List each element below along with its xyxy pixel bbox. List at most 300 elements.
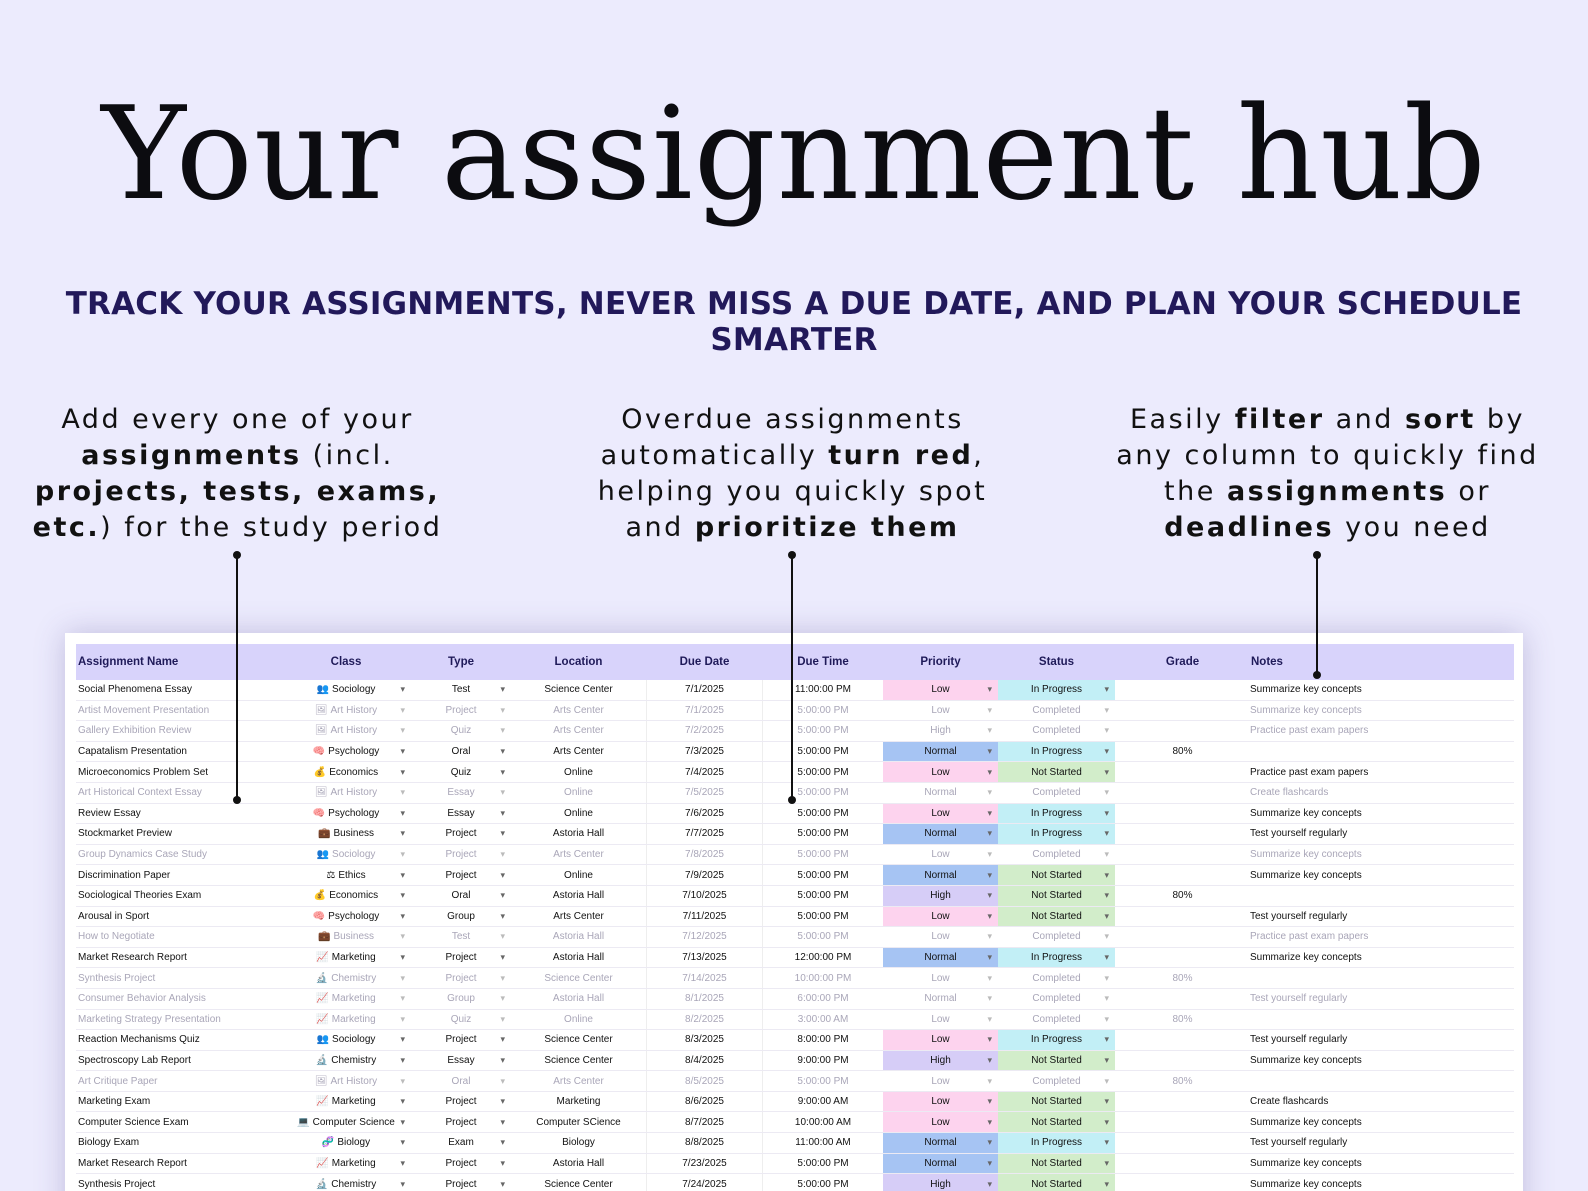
table-row[interactable]: [76, 1071, 1514, 1092]
cell-priority-dropdown[interactable]: [883, 927, 998, 947]
cell-status-dropdown[interactable]: [998, 927, 1115, 947]
cell-location[interactable]: Astoria Hall: [552, 890, 605, 902]
cell-status-dropdown[interactable]: [998, 1174, 1115, 1191]
cell-class-dropdown[interactable]: [281, 1010, 411, 1030]
table-row[interactable]: [76, 1010, 1514, 1031]
cell-due-time[interactable]: 9:00:00 AM: [797, 1096, 849, 1108]
cell-notes[interactable]: Practice past exam papers: [1250, 766, 1369, 778]
cell-location[interactable]: Astoria Hall: [552, 931, 605, 943]
cell-grade[interactable]: [1115, 804, 1250, 824]
cell-notes[interactable]: Test yourself regularly: [1250, 828, 1348, 840]
cell-due-time[interactable]: 5:00:00 PM: [797, 849, 849, 861]
cell-type-dropdown[interactable]: [411, 989, 511, 1009]
cell-priority-dropdown[interactable]: [883, 845, 998, 865]
cell-grade[interactable]: 80%: [1172, 1013, 1193, 1025]
cell-due-time[interactable]: 5:00:00 PM: [797, 766, 849, 778]
table-row[interactable]: [76, 1112, 1514, 1133]
cell-class-dropdown[interactable]: [281, 968, 411, 988]
table-row[interactable]: [76, 927, 1514, 948]
cell-status-dropdown[interactable]: [998, 721, 1115, 741]
cell-assignment-name[interactable]: Discrimination Paper: [78, 869, 171, 881]
cell-due-date[interactable]: 8/8/2025: [646, 1133, 763, 1153]
cell-notes[interactable]: [1250, 886, 1514, 906]
table-row[interactable]: [76, 804, 1514, 825]
cell-assignment-name[interactable]: Social Phenomena Essay: [78, 684, 192, 696]
cell-notes[interactable]: [1250, 1010, 1514, 1030]
cell-type-dropdown[interactable]: [411, 1071, 511, 1091]
cell-notes[interactable]: Summarize key concepts: [1250, 704, 1362, 716]
cell-priority-dropdown[interactable]: [883, 742, 998, 762]
cell-status-dropdown[interactable]: [998, 1071, 1115, 1091]
cell-notes[interactable]: Summarize key concepts: [1250, 1116, 1362, 1128]
cell-due-time[interactable]: 5:00:00 PM: [797, 1075, 849, 1087]
cell-type-dropdown[interactable]: [411, 907, 511, 927]
cell-class-dropdown[interactable]: [281, 948, 411, 968]
status-chip: Not Started: [1031, 766, 1082, 778]
table-row[interactable]: [76, 1092, 1514, 1113]
cell-assignment-name[interactable]: Group Dynamics Case Study: [78, 849, 207, 861]
cell-status-dropdown[interactable]: [998, 1010, 1115, 1030]
cell-priority-dropdown[interactable]: [883, 907, 998, 927]
cell-type-dropdown[interactable]: [411, 783, 511, 803]
table-row[interactable]: [76, 845, 1514, 866]
cell-class-dropdown[interactable]: [281, 824, 411, 844]
cell-location[interactable]: Astoria Hall: [552, 952, 605, 964]
cell-due-date[interactable]: 7/24/2025: [646, 1174, 763, 1191]
cell-location[interactable]: Astoria Hall: [552, 1157, 605, 1169]
cell-notes[interactable]: Summarize key concepts: [1250, 684, 1362, 696]
table-row[interactable]: [76, 762, 1514, 783]
cell-status-dropdown[interactable]: [998, 762, 1115, 782]
cell-grade[interactable]: [1115, 783, 1250, 803]
cell-priority-dropdown[interactable]: [883, 1010, 998, 1030]
header-due-time[interactable]: Due Time: [797, 656, 849, 668]
cell-class-dropdown[interactable]: [281, 907, 411, 927]
table-row[interactable]: [76, 948, 1514, 969]
cell-notes[interactable]: [1250, 742, 1514, 762]
cell-notes[interactable]: Create flashcards: [1250, 787, 1329, 799]
people-icon: 👥: [316, 684, 330, 696]
cell-notes[interactable]: Practice past exam papers: [1250, 725, 1369, 737]
cell-status-dropdown[interactable]: [998, 989, 1115, 1009]
cell-assignment-name[interactable]: Gallery Exhibition Review: [78, 725, 192, 737]
cell-assignment-name[interactable]: Art Historical Context Essay: [78, 787, 202, 799]
cell-due-date[interactable]: 7/12/2025: [646, 927, 763, 947]
cell-type-dropdown[interactable]: [411, 1174, 511, 1191]
cell-location[interactable]: Science Center: [544, 1054, 613, 1066]
cell-due-time[interactable]: 12:00:00 PM: [794, 952, 852, 964]
cell-class-dropdown[interactable]: [281, 865, 411, 885]
cell-type-dropdown[interactable]: [411, 742, 511, 762]
cell-type-dropdown[interactable]: [411, 968, 511, 988]
cell-class-dropdown[interactable]: [281, 783, 411, 803]
table-row[interactable]: [76, 968, 1514, 989]
cell-assignment-name[interactable]: Art Critique Paper: [78, 1075, 158, 1087]
cell-assignment-name[interactable]: Stockmarket Preview: [78, 828, 172, 840]
cell-assignment-name[interactable]: Reaction Mechanisms Quiz: [78, 1034, 200, 1046]
cell-grade[interactable]: [1115, 845, 1250, 865]
cell-priority-dropdown[interactable]: [883, 783, 998, 803]
cell-status-dropdown[interactable]: [998, 680, 1115, 700]
cell-due-time[interactable]: 5:00:00 PM: [797, 1157, 849, 1169]
cell-grade[interactable]: [1115, 1112, 1250, 1132]
cell-priority-dropdown[interactable]: [883, 989, 998, 1009]
cell-location[interactable]: Biology: [562, 1137, 595, 1149]
cell-priority-dropdown[interactable]: [883, 1051, 998, 1071]
cell-type-dropdown[interactable]: [411, 948, 511, 968]
cell-notes[interactable]: Create flashcards: [1250, 1096, 1329, 1108]
cell-status-dropdown[interactable]: [998, 907, 1115, 927]
cell-notes[interactable]: [1250, 1071, 1514, 1091]
cell-location[interactable]: Science Center: [544, 684, 613, 696]
cell-assignment-name[interactable]: Synthesis Project: [78, 1178, 156, 1190]
cell-due-date[interactable]: 7/2/2025: [646, 721, 763, 741]
cell-notes[interactable]: Summarize key concepts: [1250, 1054, 1362, 1066]
cell-status-dropdown[interactable]: [998, 1092, 1115, 1112]
cell-status-dropdown[interactable]: [998, 783, 1115, 803]
cell-status-dropdown[interactable]: [998, 1030, 1115, 1050]
cell-due-time[interactable]: 9:00:00 PM: [797, 1054, 849, 1066]
table-row[interactable]: [76, 865, 1514, 886]
cell-priority-dropdown[interactable]: [883, 886, 998, 906]
cell-grade[interactable]: [1115, 1030, 1250, 1050]
cell-location[interactable]: Arts Center: [553, 704, 604, 716]
cell-due-time[interactable]: 5:00:00 PM: [797, 890, 849, 902]
cell-due-time[interactable]: 5:00:00 PM: [797, 828, 849, 840]
cell-grade[interactable]: [1115, 1092, 1250, 1112]
header-due-date[interactable]: Due Date: [679, 656, 730, 668]
cell-location[interactable]: Arts Center: [553, 910, 604, 922]
cell-type-dropdown[interactable]: [411, 804, 511, 824]
cell-class-dropdown[interactable]: [281, 680, 411, 700]
cell-due-date[interactable]: 8/5/2025: [646, 1071, 763, 1091]
table-row[interactable]: [76, 907, 1514, 928]
cell-location[interactable]: Online: [564, 766, 593, 778]
cell-notes[interactable]: Test yourself regularly: [1250, 993, 1348, 1005]
cell-class-dropdown[interactable]: [281, 1154, 411, 1174]
cell-type-dropdown[interactable]: [411, 1133, 511, 1153]
cell-assignment-name[interactable]: Computer Science Exam: [78, 1116, 189, 1128]
cell-type: Project: [445, 952, 477, 964]
cell-grade[interactable]: [1115, 927, 1250, 947]
cell-due-date[interactable]: 8/7/2025: [646, 1112, 763, 1132]
cell-due-date[interactable]: 7/4/2025: [646, 762, 763, 782]
cell-assignment-name[interactable]: How to Negotiate: [78, 931, 155, 943]
cell-priority-dropdown[interactable]: [883, 824, 998, 844]
cell-grade[interactable]: [1115, 1174, 1250, 1191]
cell-due-date[interactable]: 8/3/2025: [646, 1030, 763, 1050]
cell-class-dropdown[interactable]: [281, 1112, 411, 1132]
picture-icon: 🖼: [314, 787, 328, 799]
cell-due-date[interactable]: 7/14/2025: [646, 968, 763, 988]
header-assignment-name[interactable]: Assignment Name: [78, 656, 179, 668]
cell-type-dropdown[interactable]: [411, 1112, 511, 1132]
priority-chip: Low: [931, 1013, 950, 1025]
cell-priority-dropdown[interactable]: [883, 1092, 998, 1112]
cell-class-dropdown[interactable]: [281, 804, 411, 824]
cell-priority-dropdown[interactable]: [883, 865, 998, 885]
cell-grade[interactable]: 80%: [1172, 890, 1193, 902]
table-row[interactable]: [76, 1030, 1514, 1051]
cell-priority-dropdown[interactable]: [883, 1133, 998, 1153]
cell-type-dropdown[interactable]: [411, 701, 511, 721]
cell-location[interactable]: Science Center: [544, 1178, 613, 1190]
cell-status-dropdown[interactable]: [998, 845, 1115, 865]
cell-location[interactable]: Astoria Hall: [552, 828, 605, 840]
cell-grade[interactable]: [1115, 1154, 1250, 1174]
cell-grade[interactable]: 80%: [1172, 1075, 1193, 1087]
cell-grade[interactable]: [1115, 824, 1250, 844]
cell-assignment-name[interactable]: Spectroscopy Lab Report: [78, 1054, 191, 1066]
cell-grade[interactable]: [1115, 989, 1250, 1009]
cell-grade[interactable]: [1115, 680, 1250, 700]
cell-priority-dropdown[interactable]: [883, 1071, 998, 1091]
cell-assignment-name[interactable]: Artist Movement Presentation: [78, 704, 210, 716]
cell-priority-dropdown[interactable]: [883, 762, 998, 782]
cell-type-dropdown[interactable]: [411, 824, 511, 844]
cell-notes[interactable]: Test yourself regularly: [1250, 910, 1348, 922]
cell-grade[interactable]: [1115, 948, 1250, 968]
cell-notes[interactable]: Summarize key concepts: [1250, 869, 1362, 881]
cell-assignment-name[interactable]: Market Research Report: [78, 1157, 187, 1169]
cell-notes[interactable]: Practice past exam papers: [1250, 931, 1369, 943]
cell-assignment-name[interactable]: Arousal in Sport: [78, 910, 150, 922]
cell-location[interactable]: Online: [564, 787, 593, 799]
cell-class-dropdown[interactable]: [281, 1051, 411, 1071]
cell-assignment-name[interactable]: Sociological Theories Exam: [78, 890, 202, 902]
cell-assignment-name[interactable]: Marketing Exam: [78, 1096, 151, 1108]
cell-class: Psychology: [328, 746, 380, 758]
cell-due-date[interactable]: 7/8/2025: [646, 845, 763, 865]
header-notes[interactable]: Notes: [1251, 656, 1283, 668]
cell-grade[interactable]: [1115, 1051, 1250, 1071]
cell-status-dropdown[interactable]: [998, 804, 1115, 824]
cell-notes[interactable]: Summarize key concepts: [1250, 807, 1362, 819]
cell-status-dropdown[interactable]: [998, 948, 1115, 968]
cell-assignment-name[interactable]: Capatalism Presentation: [78, 746, 187, 758]
table-row[interactable]: [76, 1133, 1514, 1154]
cell-priority-dropdown[interactable]: [883, 701, 998, 721]
cell-location[interactable]: Computer SCience: [536, 1116, 621, 1128]
cell-location[interactable]: Marketing: [556, 1096, 601, 1108]
table-row[interactable]: [76, 989, 1514, 1010]
cell-due-date[interactable]: 7/6/2025: [646, 804, 763, 824]
cell-status-dropdown[interactable]: [998, 824, 1115, 844]
priority-chip: High: [930, 725, 951, 737]
cell-assignment-name[interactable]: Microeconomics Problem Set: [78, 766, 209, 778]
cell-due-time[interactable]: 5:00:00 PM: [797, 869, 849, 881]
cell-location[interactable]: Arts Center: [553, 849, 604, 861]
cell-due-time[interactable]: 5:00:00 PM: [797, 807, 849, 819]
table-row[interactable]: [76, 1051, 1514, 1072]
cell-notes[interactable]: Summarize key concepts: [1250, 952, 1362, 964]
cell-type-dropdown[interactable]: [411, 845, 511, 865]
cell-priority-dropdown[interactable]: [883, 1154, 998, 1174]
cell-assignment-name[interactable]: Biology Exam: [78, 1137, 140, 1149]
cell-notes[interactable]: Test yourself regularly: [1250, 1034, 1348, 1046]
cell-priority-dropdown[interactable]: [883, 968, 998, 988]
cell-due-date[interactable]: 8/1/2025: [646, 989, 763, 1009]
cell-due-date[interactable]: 8/2/2025: [646, 1010, 763, 1030]
header-type[interactable]: Type: [448, 656, 474, 668]
cell-location[interactable]: Science Center: [544, 1034, 613, 1046]
cell-due-time[interactable]: 5:00:00 PM: [797, 704, 849, 716]
cell-location[interactable]: Online: [564, 1013, 593, 1025]
cell-class-dropdown[interactable]: [281, 1071, 411, 1091]
cell-location[interactable]: Arts Center: [553, 746, 604, 758]
cell-assignment-name[interactable]: Market Research Report: [78, 952, 187, 964]
table-row[interactable]: [76, 742, 1514, 763]
table-row[interactable]: [76, 1154, 1514, 1175]
cell-grade[interactable]: [1115, 701, 1250, 721]
cell-type-dropdown[interactable]: [411, 1010, 511, 1030]
cell-class-dropdown[interactable]: [281, 989, 411, 1009]
cell-class-dropdown[interactable]: [281, 1174, 411, 1191]
cell-assignment-name[interactable]: Marketing Strategy Presentation: [78, 1013, 221, 1025]
briefcase-icon: 💼: [317, 828, 331, 840]
cell-priority-dropdown[interactable]: [883, 1112, 998, 1132]
cell-class-dropdown[interactable]: [281, 1133, 411, 1153]
cell-status-dropdown[interactable]: [998, 1154, 1115, 1174]
cell-class-dropdown[interactable]: [281, 845, 411, 865]
table-row[interactable]: [76, 701, 1514, 722]
cell-grade[interactable]: [1115, 865, 1250, 885]
cell-grade[interactable]: 80%: [1172, 746, 1193, 758]
cell-priority-dropdown[interactable]: [883, 721, 998, 741]
cell-type-dropdown[interactable]: [411, 721, 511, 741]
cell-due-time[interactable]: 10:00:00 PM: [794, 972, 852, 984]
cell-due-time[interactable]: 5:00:00 PM: [797, 725, 849, 737]
cell-grade[interactable]: [1115, 721, 1250, 741]
cell-notes[interactable]: Test yourself regularly: [1250, 1137, 1348, 1149]
header-status[interactable]: Status: [1038, 656, 1075, 668]
cell-due-date[interactable]: 8/4/2025: [646, 1051, 763, 1071]
cell-due-time[interactable]: 5:00:00 PM: [797, 787, 849, 799]
cell-type-dropdown[interactable]: [411, 762, 511, 782]
cell-location[interactable]: Arts Center: [553, 1075, 604, 1087]
cell-due-date[interactable]: 7/10/2025: [646, 886, 763, 906]
cell-due-time[interactable]: 5:00:00 PM: [797, 931, 849, 943]
cell-due-date[interactable]: 7/11/2025: [646, 907, 763, 927]
cell-assignment-name[interactable]: Review Essay: [78, 807, 141, 819]
cell-class-dropdown[interactable]: [281, 886, 411, 906]
cell-class-dropdown[interactable]: [281, 1092, 411, 1112]
cell-type-dropdown[interactable]: [411, 1051, 511, 1071]
cell-type-dropdown[interactable]: [411, 886, 511, 906]
cell-due-date[interactable]: 7/23/2025: [646, 1154, 763, 1174]
cell-status-dropdown[interactable]: [998, 968, 1115, 988]
cell-grade[interactable]: 80%: [1172, 972, 1193, 984]
cell-status-dropdown[interactable]: [998, 742, 1115, 762]
priority-chip: Low: [931, 910, 950, 922]
cell-assignment-name[interactable]: Synthesis Project: [78, 972, 156, 984]
header-class[interactable]: Class: [330, 656, 362, 668]
cell-assignment-name[interactable]: Consumer Behavior Analysis: [78, 993, 206, 1005]
cell-status-dropdown[interactable]: [998, 1133, 1115, 1153]
cell-class: Ethics: [338, 869, 366, 881]
cell-notes[interactable]: Summarize key concepts: [1250, 849, 1362, 861]
cell-due-date[interactable]: 7/1/2025: [646, 701, 763, 721]
cell-location[interactable]: Online: [564, 807, 593, 819]
cell-grade[interactable]: [1115, 762, 1250, 782]
cell-class-dropdown[interactable]: [281, 701, 411, 721]
cell-priority-dropdown[interactable]: [883, 1030, 998, 1050]
table-row[interactable]: [76, 824, 1514, 845]
cell-status-dropdown[interactable]: [998, 1051, 1115, 1071]
table-row[interactable]: [76, 886, 1514, 907]
cell-due-date[interactable]: 7/7/2025: [646, 824, 763, 844]
cell-location[interactable]: Astoria Hall: [552, 993, 605, 1005]
cell-status-dropdown[interactable]: [998, 701, 1115, 721]
cell-notes[interactable]: Summarize key concepts: [1250, 1178, 1362, 1190]
cell-due-time[interactable]: 5:00:00 PM: [797, 910, 849, 922]
cell-status-dropdown[interactable]: [998, 1112, 1115, 1132]
cell-due-date[interactable]: 7/5/2025: [646, 783, 763, 803]
cell-status-dropdown[interactable]: [998, 865, 1115, 885]
table-row[interactable]: [76, 1174, 1514, 1191]
cell-type-dropdown[interactable]: [411, 680, 511, 700]
callout-bold: filter: [1234, 404, 1325, 435]
priority-chip: Normal: [924, 993, 957, 1005]
cell-due-date[interactable]: 7/3/2025: [646, 742, 763, 762]
cell-priority-dropdown[interactable]: [883, 948, 998, 968]
cell-grade[interactable]: [1115, 1133, 1250, 1153]
cell-type-dropdown[interactable]: [411, 865, 511, 885]
header-grade[interactable]: Grade: [1165, 656, 1200, 668]
cell-notes[interactable]: Summarize key concepts: [1250, 1157, 1362, 1169]
cell-class-dropdown[interactable]: [281, 1030, 411, 1050]
cell-type-dropdown[interactable]: [411, 1092, 511, 1112]
header-location[interactable]: Location: [554, 656, 603, 668]
cell-location[interactable]: Online: [564, 869, 593, 881]
cell-priority-dropdown[interactable]: [883, 680, 998, 700]
cell-due-time[interactable]: 11:00:00 AM: [795, 1137, 851, 1149]
cell-due-time[interactable]: 5:00:00 PM: [797, 746, 849, 758]
cell-type-dropdown[interactable]: [411, 927, 511, 947]
cell-type-dropdown[interactable]: [411, 1154, 511, 1174]
cell-class: Business: [333, 931, 375, 943]
cell-due-time[interactable]: 11:00:00 PM: [795, 684, 851, 696]
callout-text: ) for the study period: [100, 512, 443, 543]
cell-due-date[interactable]: 7/9/2025: [646, 865, 763, 885]
cell-grade[interactable]: [1115, 907, 1250, 927]
cell-type: Essay: [447, 787, 475, 799]
cell-due-time[interactable]: 3:00:00 AM: [797, 1013, 849, 1025]
cell-due-time[interactable]: 5:00:00 PM: [797, 1178, 849, 1190]
cell-due-time[interactable]: 10:00:00 AM: [794, 1116, 852, 1128]
cell-due-date[interactable]: 7/13/2025: [646, 948, 763, 968]
cell-priority-dropdown[interactable]: [883, 804, 998, 824]
cell-location[interactable]: Arts Center: [553, 725, 604, 737]
cell-type: Project: [445, 828, 477, 840]
cell-due-date[interactable]: 8/6/2025: [646, 1092, 763, 1112]
cell-due-time[interactable]: 8:00:00 PM: [797, 1034, 849, 1046]
cell-class-dropdown[interactable]: [281, 721, 411, 741]
cell-due-time[interactable]: 6:00:00 PM: [797, 993, 849, 1005]
table-row[interactable]: [76, 721, 1514, 742]
cell-location[interactable]: Science Center: [544, 972, 613, 984]
cell-class-dropdown[interactable]: [281, 762, 411, 782]
cell-status-dropdown[interactable]: [998, 886, 1115, 906]
cell-class-dropdown[interactable]: [281, 742, 411, 762]
cell-notes[interactable]: [1250, 968, 1514, 988]
cell-class-dropdown[interactable]: [281, 927, 411, 947]
header-priority[interactable]: Priority: [920, 656, 961, 668]
cell-type-dropdown[interactable]: [411, 1030, 511, 1050]
cell-due-date[interactable]: 7/1/2025: [646, 680, 763, 700]
cell-priority-dropdown[interactable]: [883, 1174, 998, 1191]
table-row[interactable]: [76, 680, 1514, 701]
